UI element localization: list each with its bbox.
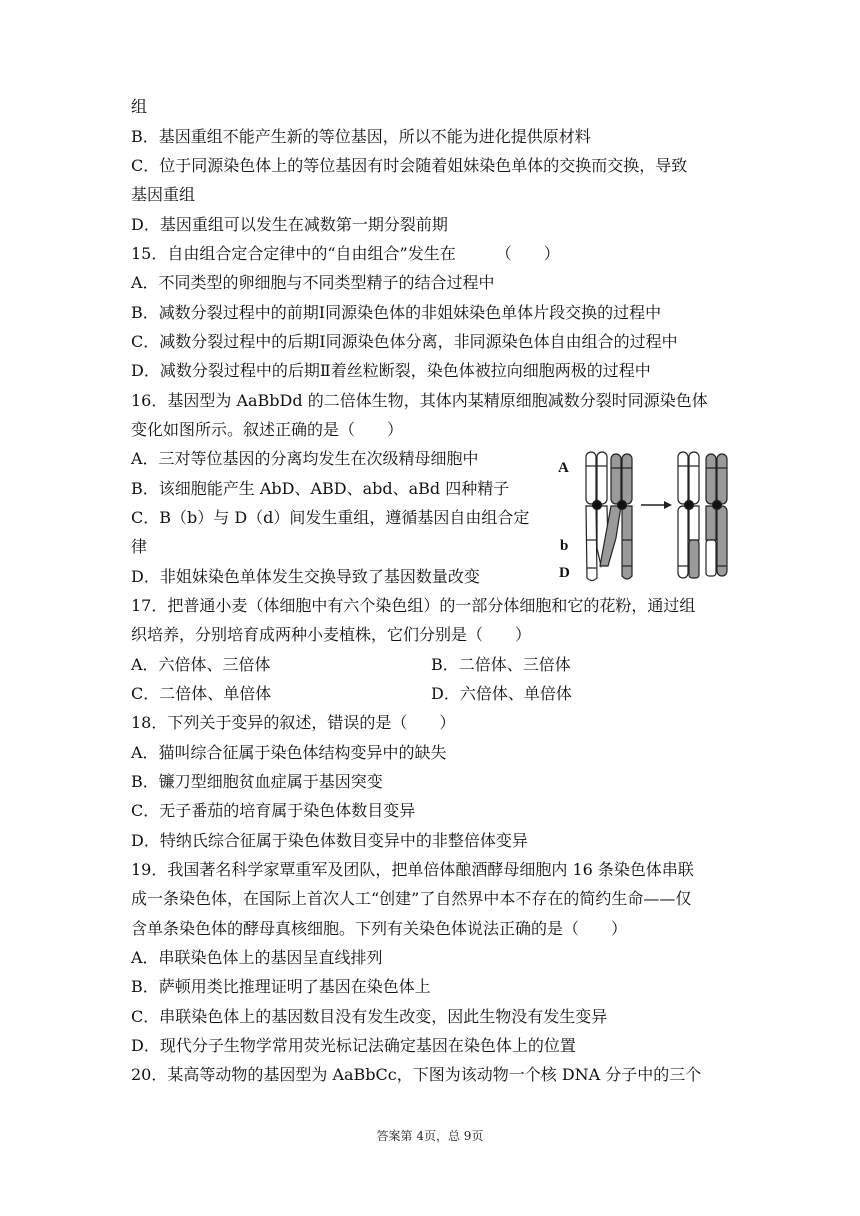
text-line: 律 xyxy=(131,537,148,556)
text-line: C．减数分裂过程中的后期Ⅰ同源染色体分离，非同源染色体自由组合的过程中 xyxy=(131,332,678,351)
text-line: 17．把普通小麦（体细胞中有六个染色组）的一部分体细胞和它的花粉，通过组 xyxy=(131,596,696,615)
text-line: D．减数分裂过程中的后期Ⅱ着丝粒断裂，染色体被拉向细胞两极的过程中 xyxy=(131,361,651,380)
text-line: 含单条染色体的酵母真核细胞。下列有关染色体说法正确的是（ ） xyxy=(131,919,628,938)
text-line: 变化如图所示。叙述正确的是（ ） xyxy=(131,420,404,439)
text-line: C．无子番茄的培育属于染色体数目变异 xyxy=(131,801,416,820)
text-line: C．二倍体、单倍体 xyxy=(131,684,272,703)
text-line: D．基因重组可以发生在减数第一期分裂前期 xyxy=(131,215,448,234)
text-line: B．镰刀型细胞贫血症属于基因突变 xyxy=(131,772,383,791)
text-line: 基因重组 xyxy=(131,185,196,204)
text-line: D．特纳氏综合征属于染色体数目变异中的非整倍体变异 xyxy=(131,831,528,850)
text-line: A．不同类型的卵细胞与不同类型精子的结合过程中 xyxy=(131,273,495,292)
chromosome-crossover-figure xyxy=(556,448,746,584)
text-line: 组 xyxy=(131,97,148,116)
text-line: 16．基因型为 AaBbDd 的二倍体生物，其体内某精原细胞减数分裂时同源染色体 xyxy=(131,391,708,410)
arrow-icon xyxy=(641,501,672,509)
text-line: 成一条染色体，在国际上首次人工“创建”了自然界中本不存在的简约生命——仅 xyxy=(131,889,692,908)
text-line: A．三对等位基因的分离均发生在次级精母细胞中 xyxy=(131,449,479,468)
text-line: B．基因重组不能产生新的等位基因，所以不能为进化提供原材料 xyxy=(131,127,591,146)
text-line: A．六倍体、三倍体 xyxy=(131,655,271,674)
text-line: 织培养，分别培育成两种小麦植株，它们分别是（ ） xyxy=(131,625,532,644)
text-line: 15．自由组合定合定律中的“自由组合”发生在 （ ） xyxy=(131,244,560,263)
text-line: 18．下列关于变异的叙述，错误的是（ ） xyxy=(131,713,456,732)
text-line: D．现代分子生物学常用荧光标记法确定基因在染色体上的位置 xyxy=(131,1036,576,1055)
gene-label-D: D xyxy=(559,565,570,581)
page-footer: 答案第 4页，总 9页 xyxy=(376,1129,484,1143)
text-line: B．萨顿用类比推理证明了基因在染色体上 xyxy=(131,977,431,996)
gene-label-A: A xyxy=(558,460,569,476)
option-right: D．六倍体、单倍体 xyxy=(431,684,572,703)
gene-label-b: b xyxy=(560,538,569,554)
text-line: 19．我国著名科学家覃重军及团队，把单倍体酿酒酵母细胞内 16 条染色体串联 xyxy=(131,860,694,879)
text-line: B．减数分裂过程中的前期Ⅰ同源染色体的非姐妹染色单体片段交换的过程中 xyxy=(131,303,662,322)
chromosome-pair-after xyxy=(678,452,727,578)
text-line: A．猫叫综合征属于染色体结构变异中的缺失 xyxy=(131,743,447,762)
text-line: C．位于同源染色体上的等位基因有时会随着姐妹染色单体的交换而交换，导致 xyxy=(131,156,688,175)
text-line: 20．某高等动物的基因型为 AaBbCc，下图为该动物一个核 DNA 分子中的三个 xyxy=(131,1065,702,1084)
text-line: D．非姐妹染色单体发生交换导致了基因数量改变 xyxy=(131,567,480,586)
text-line: A．串联染色体上的基因呈直线排列 xyxy=(131,948,383,967)
text-line: B．该细胞能产生 AbD、ABD、abd、aBd 四种精子 xyxy=(131,479,510,498)
chromosome-pair-before xyxy=(586,452,632,581)
text-line: C．串联染色体上的基因数目没有发生改变，因此生物没有发生变异 xyxy=(131,1007,608,1026)
text-line: C．B（b）与 D（d）间发生重组，遵循基因自由组合定 xyxy=(131,508,530,527)
option-right: B．二倍体、三倍体 xyxy=(431,655,571,674)
